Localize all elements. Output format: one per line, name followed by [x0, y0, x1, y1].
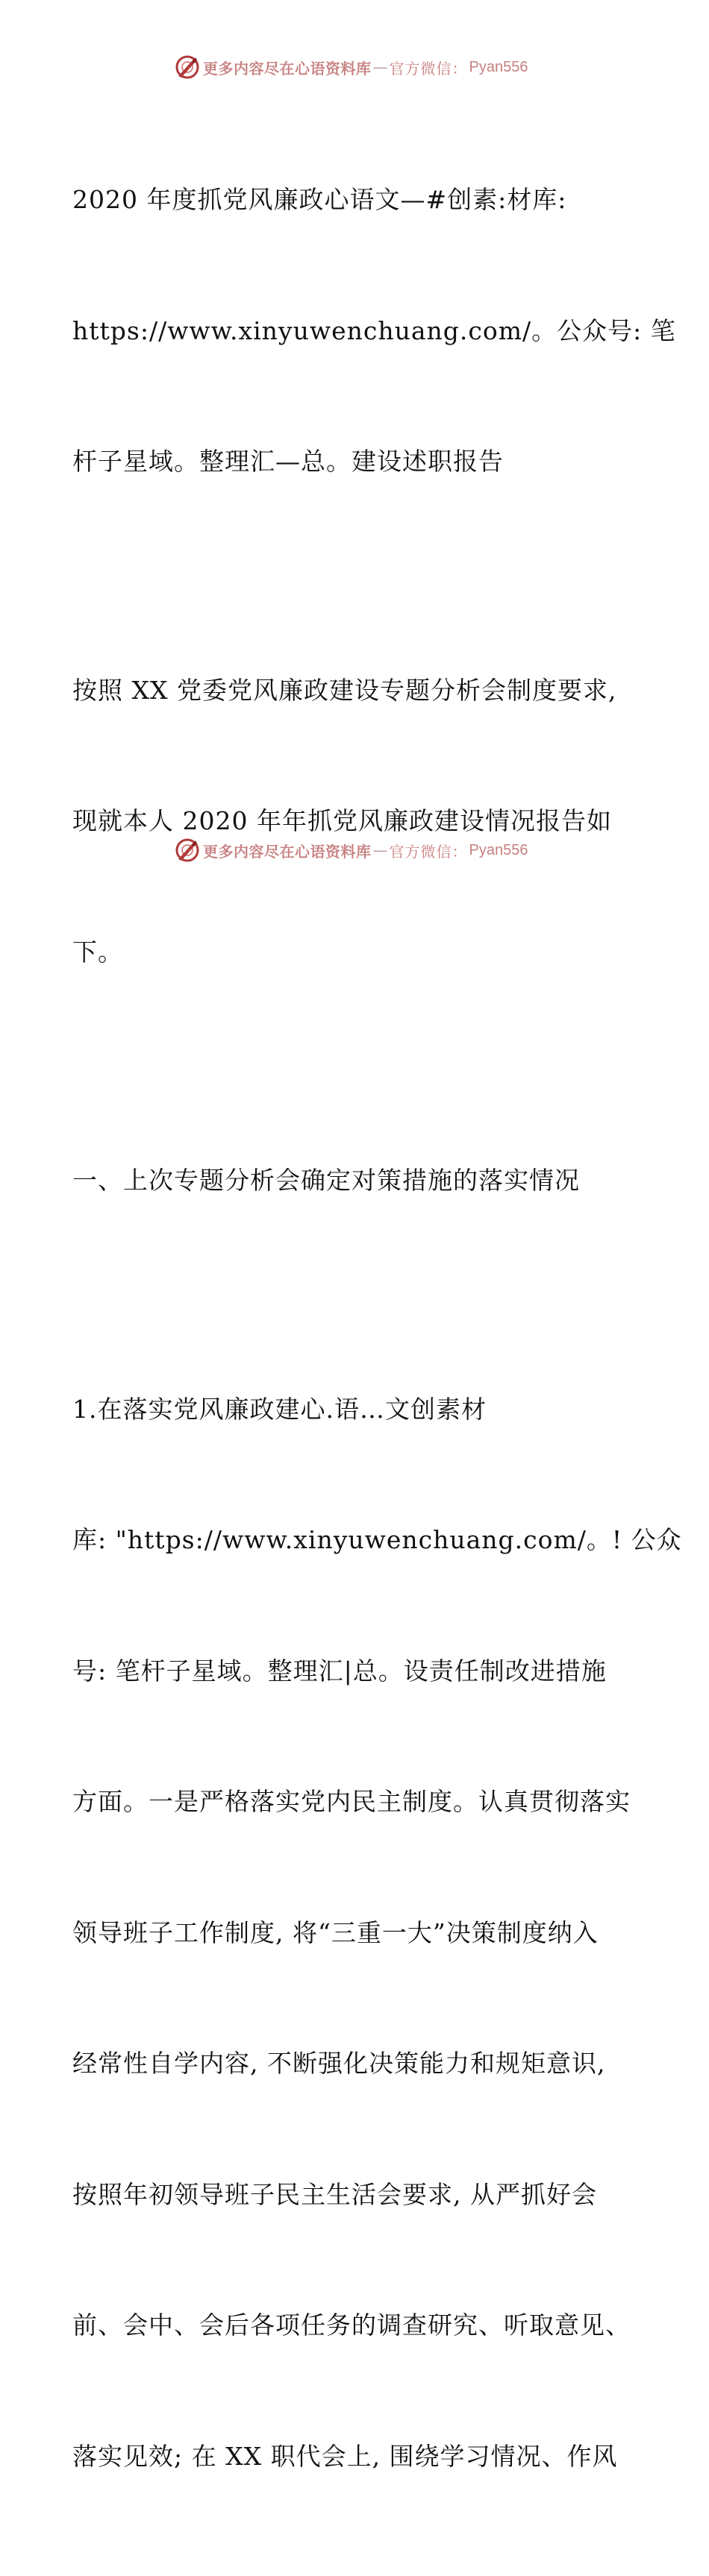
pen-circle-logo-icon	[175, 838, 200, 863]
body-line: 前、会中、会后各项任务的调查研究、听取意见、	[72, 2310, 631, 2340]
title-line: 杆子星域。整理汇—总。建设述职报告	[72, 447, 504, 476]
section-heading	[72, 1072, 640, 1290]
body-line: 库: "https://www.xinyuwenchuang.com/。! 公众	[72, 1525, 682, 1554]
document-title	[72, 91, 676, 571]
banner-site-text: 更多内容尽在心语资料库	[203, 59, 372, 78]
intro-line: 现就本人 2020 年年抓党风廉政建设情况报告如	[72, 806, 612, 835]
header-watermark-banner	[175, 54, 528, 81]
banner-dash: —	[372, 841, 388, 859]
banner-dash: —	[372, 58, 388, 76]
title-line: https://www.xinyuwenchuang.com/。公众号: 笔	[72, 315, 676, 345]
intro-paragraph	[72, 582, 640, 1062]
body-paragraph	[72, 1301, 682, 2566]
body-line: 号: 笔杆子星域。整理汇|总。设责任制改进措施	[72, 1656, 607, 1686]
body-line: 1.在落实党风廉政建心.语…文创素材	[72, 1394, 487, 1424]
body-line: 经常性自学内容, 不断强化决策能力和规矩意识,	[72, 2049, 606, 2078]
banner-official-label: 官方微信：	[389, 842, 468, 861]
section-heading-text: 一、上次专题分析会确定对策措施的落实情况	[72, 1166, 580, 1195]
footer-watermark-banner	[175, 837, 528, 864]
body-line: 落实见效; 在 XX 职代会上, 围绕学习情况、作风	[72, 2441, 618, 2471]
title-line: 2020 年度抓党风廉政心语文—#创素:材库:	[72, 185, 567, 214]
intro-line: 按照 XX 党委党风廉政建设专题分析会制度要求,	[72, 675, 617, 705]
pen-circle-logo-icon	[175, 54, 200, 80]
banner-wechat-handle: Pyan556	[469, 58, 528, 75]
document-body	[72, 91, 682, 2576]
body-line: 领导班子工作制度, 将“三重一大”决策制度纳入	[72, 1917, 599, 1947]
body-line: 按照年初领导班子民主生活会要求, 从严抓好会	[72, 2179, 597, 2209]
body-line: 方面。一是严格落实党内民主制度。认真贯彻落实	[72, 1787, 631, 1816]
banner-wechat-handle: Pyan556	[469, 841, 528, 858]
banner-site-text: 更多内容尽在心语资料库	[203, 842, 372, 861]
banner-official-label: 官方微信：	[389, 59, 468, 78]
intro-line: 下。	[72, 937, 123, 967]
